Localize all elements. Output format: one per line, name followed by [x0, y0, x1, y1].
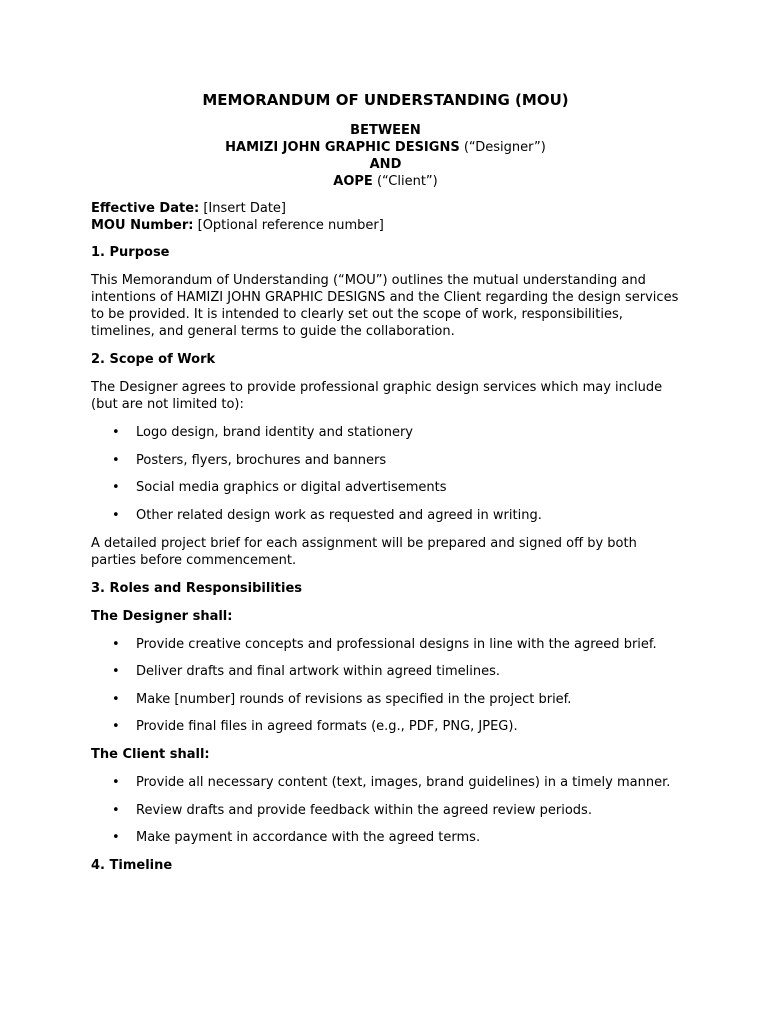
- bullet-icon: •: [112, 425, 120, 440]
- designer-subheading: The Designer shall:: [91, 608, 233, 624]
- parties-block: [91, 122, 680, 190]
- list-item-text: Make [number] rounds of revisions as specified in the project brief.: [136, 691, 572, 707]
- party1-line: [91, 139, 680, 156]
- list-item: [91, 774, 680, 791]
- party1-name: HAMIZI JOHN GRAPHIC DESIGNS: [225, 140, 460, 155]
- party2-role: (“Client”): [376, 174, 438, 189]
- scope-intro: The Designer agrees to provide professional graphic design services which may include (but are not limited to):: [91, 380, 663, 412]
- bullet-icon: •: [112, 719, 120, 734]
- list-item: [91, 718, 680, 735]
- list-item: [91, 663, 680, 680]
- bullet-icon: •: [112, 480, 120, 495]
- client-subheading: The Client shall:: [91, 747, 210, 762]
- list-item-text: Provide final files in agreed formats (e.g., PDF, PNG, JPEG).: [136, 719, 518, 734]
- list-item-text: Social media graphics or digital advertisements: [136, 480, 447, 495]
- list-item-text: Deliver drafts and final artwork within agreed timelines.: [136, 664, 500, 679]
- list-item-text: Other related design work as requested and agreed in writing.: [136, 507, 542, 523]
- document-title: MEMORANDUM OF UNDERSTANDING (MOU): [202, 91, 569, 109]
- bullet-icon: •: [112, 452, 120, 468]
- party1-role: (“Designer”): [463, 140, 546, 155]
- purpose-heading: 1. Purpose: [91, 245, 170, 260]
- party2-name: AOPE: [333, 174, 373, 189]
- bullet-icon: •: [112, 775, 120, 790]
- scope-heading: 2. Scope of Work: [91, 352, 216, 367]
- effective-date-label: Effective Date:: [91, 201, 200, 216]
- list-item: [91, 829, 680, 846]
- list-item: [91, 479, 680, 496]
- bullet-icon: •: [112, 830, 120, 845]
- between-label: BETWEEN: [350, 123, 421, 138]
- meta-block: [91, 200, 680, 234]
- scope-list: [91, 424, 680, 524]
- list-item: [91, 691, 680, 708]
- mou-number-line: [91, 217, 680, 234]
- effective-date-value: [Insert Date]: [203, 201, 286, 216]
- bullet-icon: •: [112, 691, 120, 707]
- list-item: [91, 802, 680, 819]
- list-item: [91, 636, 680, 653]
- timeline-heading: 4. Timeline: [91, 858, 173, 873]
- list-item: [91, 507, 680, 524]
- list-item: [91, 452, 680, 469]
- mou-number-label: MOU Number:: [91, 218, 194, 233]
- bullet-icon: •: [112, 636, 120, 652]
- bullet-icon: •: [112, 664, 120, 679]
- bullet-icon: •: [112, 802, 120, 818]
- bullet-icon: •: [112, 507, 120, 523]
- scope-outro: A detailed project brief for each assignment will be prepared and signed off by both parties before commencement.: [91, 535, 637, 568]
- roles-heading: 3. Roles and Responsibilities: [91, 580, 302, 596]
- list-item-text: Make payment in accordance with the agreed terms.: [136, 830, 481, 845]
- mou-number-value: [Optional reference number]: [197, 218, 384, 233]
- and-label: AND: [369, 157, 402, 172]
- purpose-text: This Memorandum of Understanding (“MOU”) outlines the mutual understanding and intentions of HAMIZI JOHN GRAPHIC DESIGNS and the Client regarding the design services to be provided. It is intended to clearly set out the scope of work, responsibilities, timelines, and general terms to guide the collaboration.: [91, 273, 679, 339]
- effective-date-line: [91, 200, 680, 217]
- list-item-text: Provide all necessary content (text, images, brand guidelines) in a timely manner.: [136, 775, 671, 790]
- list-item-text: Review drafts and provide feedback within the agreed review periods.: [136, 802, 592, 818]
- list-item-text: Logo design, brand identity and stationery: [136, 425, 413, 440]
- party2-line: [91, 173, 680, 190]
- client-list: [91, 774, 680, 846]
- list-item-text: Provide creative concepts and professional designs in line with the agreed brief.: [136, 636, 657, 652]
- list-item: [91, 424, 680, 441]
- designer-list: [91, 636, 680, 736]
- list-item-text: Posters, flyers, brochures and banners: [136, 452, 387, 468]
